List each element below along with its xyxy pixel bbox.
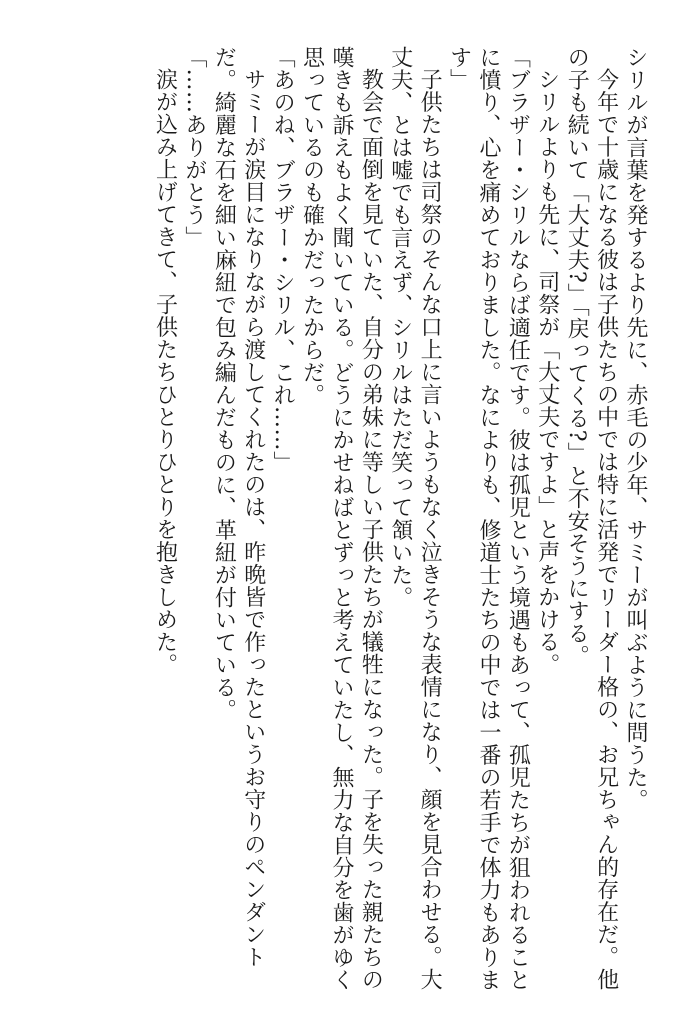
text-line: す」 <box>446 46 472 91</box>
text-line: 今年で十歳になる彼は子供たちの中では特に活発でリーダー格の、お兄ちゃん的存在だ。他 <box>593 68 619 991</box>
text-line: 嘆きも訴えもよく聞いている。どうにかせねばとずっと考えていたし、無力な自分を歯がゆく <box>328 46 354 991</box>
text-line: 涙が込み上げてきて、子供たちひとりひとりを抱きしめた。 <box>152 68 178 676</box>
text-line: シリルが言葉を発するより先に、赤毛の少年、サミーが叫ぶように問うた。 <box>623 46 648 811</box>
text-line: シリルよりも先に、司祭が「大丈夫ですよ」と声をかける。 <box>534 68 560 676</box>
text-line: 丈夫、とは嘘でも言えず、シリルはただ笑って頷いた。 <box>387 46 413 609</box>
vertical-text-body <box>150 46 650 991</box>
text-line: 子供たちは司祭のそんな口上に言いようもなく泣きそうな表情になり、顔を見合わせる。大 <box>417 68 443 991</box>
text-line: 「ブラザー・シリルならば適任です。彼は孤児という境遇もあって、孤児たちが狙われること <box>505 46 531 991</box>
text-line: サミーが涙目になりながら渡してくれたのは、昨晩皆で作ったというお守りのペンダント <box>240 68 266 968</box>
text-line: だ。綺麗な石を細い麻紐で包み編んだものに、革紐が付いている。 <box>211 46 237 721</box>
text-line: 思っているのも確かだったからだ。 <box>299 46 325 406</box>
text-line: 「あのね、ブラザー・シリル、これ……」 <box>270 46 296 474</box>
text-line: 教会で面倒を見ていた、自分の弟妹に等しい子供たちが犠牲になった。子を失った親たちの <box>358 68 384 991</box>
text-line: の子も続いて「大丈夫?」「戻ってくる?」と不安そうにする。 <box>564 46 590 668</box>
text-line: 「……ありがとう」 <box>181 46 207 249</box>
text-line: に憤り、心を痛めておりました。なによりも、修道士たちの中では一番の若手で体力もありま <box>475 46 501 991</box>
